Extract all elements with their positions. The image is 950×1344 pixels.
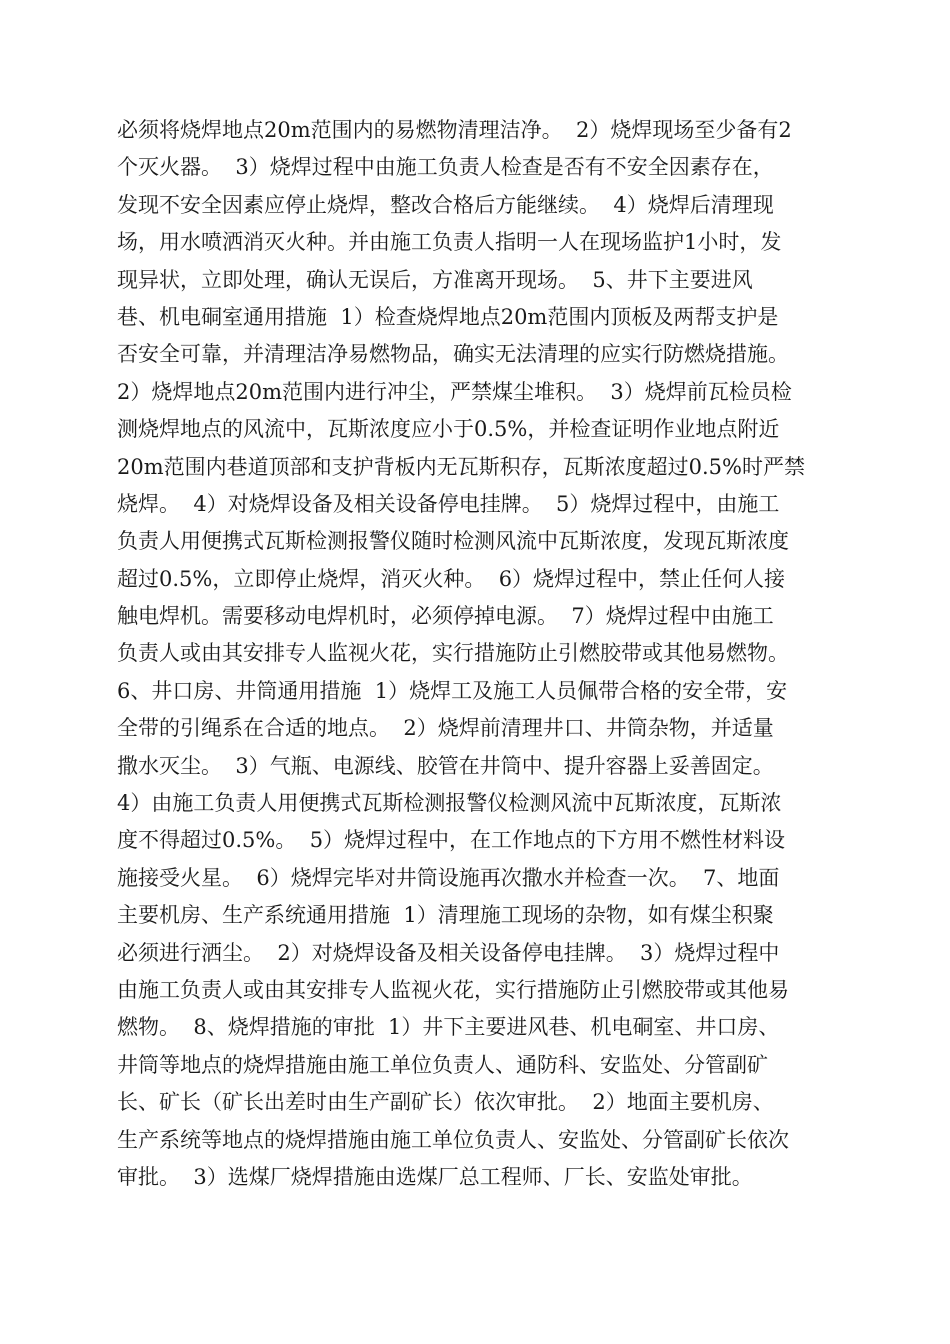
- text-line: 个灭火器。 3）烧焊过程中由施工负责人检查是否有不安全因素存在，: [117, 155, 774, 180]
- body-text: [117, 112, 837, 1196]
- text-line: 20m范围内巷道顶部和支护背板内无瓦斯积存，瓦斯浓度超过0.5%时严禁: [117, 454, 805, 479]
- text-line: 燃物。 8、烧焊措施的审批 1）井下主要进风巷、机电硐室、井口房、: [117, 1015, 780, 1040]
- text-line: 负责人或由其安排专人监视火花，实行措施防止引燃胶带或其他易燃物。: [117, 641, 789, 666]
- text-line: 必须将烧焊地点20m范围内的易燃物清理洁净。 2）烧焊现场至少备有2: [117, 118, 792, 142]
- text-line: 由施工负责人或由其安排专人监视火花，实行措施防止引燃胶带或其他易: [117, 977, 789, 1002]
- text-line: 现异状，立即处理，确认无误后，方准离开现场。 5、井下主要进风: [117, 267, 753, 292]
- text-line: 撒水灭尘。 3）气瓶、电源线、胶管在井筒中、提升容器上妥善固定。: [117, 753, 774, 778]
- text-line: 触电焊机。需要移动电焊机时，必须停掉电源。 7）烧焊过程中由施工: [117, 604, 774, 629]
- text-line: 测烧焊地点的风流中，瓦斯浓度应小于0.5%，并检查证明作业地点附近: [117, 417, 780, 442]
- text-line: 场，用水喷洒消灭火种。并由施工负责人指明一人在现场监护1小时，发: [117, 230, 782, 255]
- text-line: 井筒等地点的烧焊措施由施工单位负责人、通防科、安监处、分管副矿: [117, 1052, 768, 1077]
- text-line: 度不得超过0.5%。 5）烧焊过程中，在工作地点的下方用不燃性材料设: [117, 828, 786, 853]
- text-line: 4）由施工负责人用便携式瓦斯检测报警仪检测风流中瓦斯浓度，瓦斯浓: [117, 791, 782, 816]
- text-line: 负责人用便携式瓦斯检测报警仪随时检测风流中瓦斯浓度，发现瓦斯浓度: [117, 529, 789, 554]
- text-line: 超过0.5%，立即停止烧焊，消灭火种。 6）烧焊过程中，禁止任何人接: [117, 566, 786, 591]
- text-line: 烧焊。 4）对烧焊设备及相关设备停电挂牌。 5）烧焊过程中，由施工: [117, 491, 780, 516]
- text-line: 长、矿长（矿长出差时由生产副矿长）依次审批。 2）地面主要机房、: [117, 1090, 774, 1115]
- text-line: 巷、机电硐室通用措施 1）检查烧焊地点20m范围内顶板及两帮支护是: [117, 304, 779, 329]
- text-line: 审批。 3）选煤厂烧焊措施由选煤厂总工程师、厂长、安监处审批。: [117, 1164, 753, 1189]
- text-line: 必须进行洒尘。 2）对烧焊设备及相关设备停电挂牌。 3）烧焊过程中: [117, 940, 780, 965]
- text-line: 施接受火星。 6）烧焊完毕对井筒设施再次撒水并检查一次。 7、地面: [117, 865, 780, 890]
- text-line: 否安全可靠，并清理洁净易燃物品，确实无法清理的应实行防燃烧措施。: [117, 342, 789, 367]
- text-line: 生产系统等地点的烧焊措施由施工单位负责人、安监处、分管副矿长依次: [117, 1127, 789, 1152]
- text-line: 6、井口房、井筒通用措施 1）烧焊工及施工人员佩带合格的安全带，安: [117, 678, 788, 703]
- text-line: 2）烧焊地点20m范围内进行冲尘，严禁煤尘堆积。 3）烧焊前瓦检员检: [117, 379, 792, 404]
- text-line: 发现不安全因素应停止烧焊，整改合格后方能继续。 4）烧焊后清理现: [117, 192, 774, 217]
- text-line: 全带的引绳系在合适的地点。 2）烧焊前清理井口、井筒杂物，并适量: [117, 716, 774, 741]
- text-line: 主要机房、生产系统通用措施 1）清理施工现场的杂物，如有煤尘积聚: [117, 903, 774, 928]
